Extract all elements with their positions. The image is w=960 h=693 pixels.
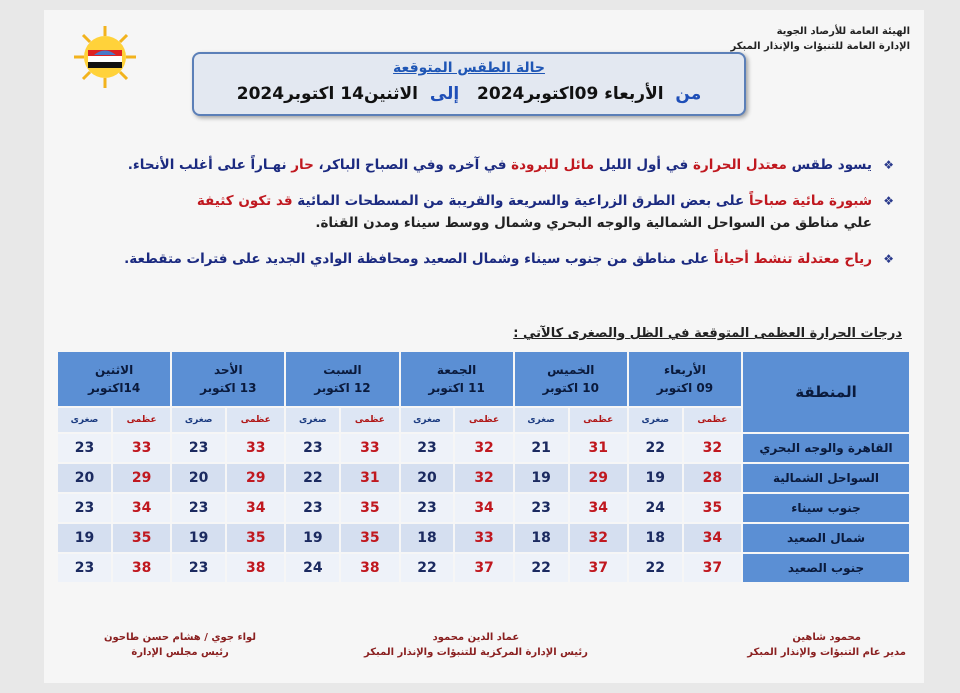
max-temp-cell: 34 xyxy=(684,524,741,552)
to-date: الاثنين14 اكتوبر2024 xyxy=(236,84,418,104)
min-temp-cell: 20 xyxy=(58,464,111,492)
bullet-text: على مناطق من جنوب سيناء وشمال الصعيد ومحافظة الوادي الجديد على فترات متقطعة. xyxy=(124,251,714,267)
page-title: حالة الطقس المتوقعة xyxy=(393,60,545,76)
max-temp-cell: 29 xyxy=(227,464,284,492)
bullet-text: معتدل الحرارة xyxy=(692,157,787,173)
max-label: عظمى xyxy=(455,408,512,432)
max-temp-cell: 29 xyxy=(570,464,627,492)
min-temp-cell: 23 xyxy=(172,554,225,582)
min-temp-cell: 20 xyxy=(401,464,454,492)
min-temp-cell: 23 xyxy=(58,494,111,522)
day-name: الخميس xyxy=(547,363,595,377)
date-range xyxy=(194,84,744,104)
table-row xyxy=(58,464,909,492)
max-temp-cell: 33 xyxy=(455,524,512,552)
max-temp-cell: 31 xyxy=(570,434,627,462)
min-label: صغرى xyxy=(172,408,225,432)
max-temp-cell: 35 xyxy=(113,524,170,552)
region-name: السواحل الشمالية xyxy=(743,464,909,492)
min-temp-cell: 24 xyxy=(629,494,682,522)
max-temp-cell: 34 xyxy=(113,494,170,522)
ema-logo-icon xyxy=(72,24,138,90)
max-temp-cell: 35 xyxy=(227,524,284,552)
day-name: الأربعاء xyxy=(663,363,706,377)
title-box xyxy=(192,52,746,116)
min-label: صغرى xyxy=(58,408,111,432)
table-subtitle: درجات الحرارة العظمى المتوقعة في الظل والصغرى كالآتي : xyxy=(513,326,902,341)
day-header xyxy=(286,352,398,406)
diamond-bullet-icon: ❖ xyxy=(883,194,894,208)
min-temp-cell: 19 xyxy=(515,464,568,492)
min-temp-cell: 23 xyxy=(58,434,111,462)
forecast-page xyxy=(44,10,924,683)
max-temp-cell: 37 xyxy=(455,554,512,582)
day-name: الأحد xyxy=(213,363,243,377)
bullet-text: شبورة مائية صباحاً xyxy=(748,193,872,209)
min-temp-cell: 19 xyxy=(286,524,339,552)
forecast-bullet xyxy=(72,154,902,176)
bullet-text: في أول الليل xyxy=(594,157,693,173)
min-temp-cell: 22 xyxy=(629,434,682,462)
signature-name: عماد الدين محمود xyxy=(432,632,520,643)
max-temp-cell: 38 xyxy=(113,554,170,582)
max-temp-cell: 35 xyxy=(341,494,398,522)
min-temp-cell: 23 xyxy=(172,494,225,522)
day-name: الاثنين xyxy=(95,363,134,377)
day-header xyxy=(629,352,741,406)
max-temp-cell: 33 xyxy=(227,434,284,462)
from-label: من xyxy=(675,84,702,104)
bullet-text: على بعض الطرق الزراعية والسريعة والقريبة من المسطحات المائية xyxy=(292,193,749,209)
signature-name: لواء جوي / هشام حسن طاحون xyxy=(104,632,257,643)
day-date: 12 اكتوبر xyxy=(314,381,371,395)
from-date: الأربعاء 09اكتوبر2024 xyxy=(477,84,664,104)
max-label: عظمى xyxy=(341,408,398,432)
max-temp-cell: 32 xyxy=(684,434,741,462)
max-temp-cell: 33 xyxy=(341,434,398,462)
diamond-bullet-icon: ❖ xyxy=(883,252,894,266)
min-label: صغرى xyxy=(401,408,454,432)
min-temp-cell: 19 xyxy=(172,524,225,552)
day-name: السبت xyxy=(323,363,362,377)
min-temp-cell: 23 xyxy=(286,434,339,462)
day-date: 09 اكتوبر xyxy=(656,381,714,395)
signature-name: محمود شاهين xyxy=(792,632,861,643)
day-date: 10 اكتوبر xyxy=(542,381,599,395)
day-name: الجمعة xyxy=(436,363,477,377)
day-header xyxy=(58,352,170,406)
max-temp-cell: 29 xyxy=(113,464,170,492)
max-temp-cell: 35 xyxy=(684,494,741,522)
organization-header xyxy=(731,24,911,54)
min-temp-cell: 19 xyxy=(629,464,682,492)
org-department: الإدارة العامة للتنبؤات والإنذار المبكر xyxy=(730,41,910,52)
min-label: صغرى xyxy=(286,408,339,432)
max-label: عظمى xyxy=(227,408,284,432)
signature-2 xyxy=(364,630,588,660)
org-name: الهيئة العامة للأرصاد الجوية xyxy=(776,26,910,37)
max-label: عظمى xyxy=(570,408,627,432)
table-row xyxy=(58,524,909,552)
bullet-text: حار xyxy=(291,157,314,173)
signature-1 xyxy=(747,630,906,660)
max-temp-cell: 32 xyxy=(455,464,512,492)
table-row xyxy=(58,494,909,522)
min-temp-cell: 21 xyxy=(515,434,568,462)
day-date: 13 اكتوبر xyxy=(200,381,257,395)
bullet-text: مائل للبرودة xyxy=(511,157,595,173)
max-temp-cell: 31 xyxy=(341,464,398,492)
max-temp-cell: 28 xyxy=(684,464,741,492)
max-temp-cell: 33 xyxy=(113,434,170,462)
max-temp-cell: 38 xyxy=(227,554,284,582)
bullet-text: رياح معتدلة تنشط أحياناً xyxy=(713,251,872,267)
day-date: 14اكتوبر xyxy=(88,381,141,395)
bullet-text: يسود طقس xyxy=(786,157,872,173)
region-name: شمال الصعيد xyxy=(743,524,909,552)
signature-3 xyxy=(104,630,256,660)
region-name: جنوب سيناء xyxy=(743,494,909,522)
min-temp-cell: 18 xyxy=(629,524,682,552)
max-label: عظمى xyxy=(113,408,170,432)
table-row xyxy=(58,434,909,462)
region-name: جنوب الصعيد xyxy=(743,554,909,582)
max-temp-cell: 35 xyxy=(341,524,398,552)
max-label: عظمى xyxy=(684,408,741,432)
min-temp-cell: 19 xyxy=(58,524,111,552)
bullet-text: قد تكون كثيفة xyxy=(196,193,293,209)
max-temp-cell: 32 xyxy=(570,524,627,552)
min-temp-cell: 24 xyxy=(286,554,339,582)
min-temp-cell: 23 xyxy=(286,494,339,522)
min-temp-cell: 22 xyxy=(629,554,682,582)
min-temp-cell: 23 xyxy=(401,494,454,522)
bullet-continuation: علي مناطق من السواحل الشمالية والوجه البحري وشمال ووسط سيناء ومدن القناة. xyxy=(315,215,872,231)
min-temp-cell: 18 xyxy=(401,524,454,552)
max-temp-cell: 37 xyxy=(684,554,741,582)
bullet-text: نهـاراً على أغلب الأنحاء. xyxy=(127,157,292,173)
min-temp-cell: 22 xyxy=(401,554,454,582)
forecast-bullet xyxy=(72,190,902,234)
table-row xyxy=(58,554,909,582)
signature-title: رئيس الإدارة المركزية للتنبؤات والإنذار المبكر xyxy=(364,647,588,658)
min-temp-cell: 23 xyxy=(58,554,111,582)
min-temp-cell: 23 xyxy=(401,434,454,462)
day-header xyxy=(401,352,513,406)
diamond-bullet-icon: ❖ xyxy=(883,158,894,172)
temperature-table xyxy=(56,350,911,584)
min-temp-cell: 20 xyxy=(172,464,225,492)
bullet-text: في آخره وفي الصباح الباكر، xyxy=(313,157,512,173)
day-date: 11 اكتوبر xyxy=(428,381,485,395)
region-header: المنطقة xyxy=(743,352,909,432)
forecast-bullet xyxy=(72,248,902,270)
max-temp-cell: 38 xyxy=(341,554,398,582)
region-name: القاهرة والوجه البحري xyxy=(743,434,909,462)
signature-title: رئيس مجلس الإدارة xyxy=(131,647,229,658)
max-temp-cell: 32 xyxy=(455,434,512,462)
min-label: صغرى xyxy=(515,408,568,432)
max-temp-cell: 34 xyxy=(227,494,284,522)
max-temp-cell: 34 xyxy=(570,494,627,522)
min-temp-cell: 18 xyxy=(515,524,568,552)
day-header xyxy=(515,352,627,406)
to-label: إلى xyxy=(429,84,460,104)
min-label: صغرى xyxy=(629,408,682,432)
signature-title: مدير عام التنبؤات والإنذار المبكر xyxy=(747,647,906,658)
day-header xyxy=(172,352,284,406)
min-temp-cell: 23 xyxy=(515,494,568,522)
min-temp-cell: 22 xyxy=(515,554,568,582)
max-temp-cell: 34 xyxy=(455,494,512,522)
min-temp-cell: 23 xyxy=(172,434,225,462)
max-temp-cell: 37 xyxy=(570,554,627,582)
min-temp-cell: 22 xyxy=(286,464,339,492)
forecast-bullets xyxy=(72,154,902,284)
